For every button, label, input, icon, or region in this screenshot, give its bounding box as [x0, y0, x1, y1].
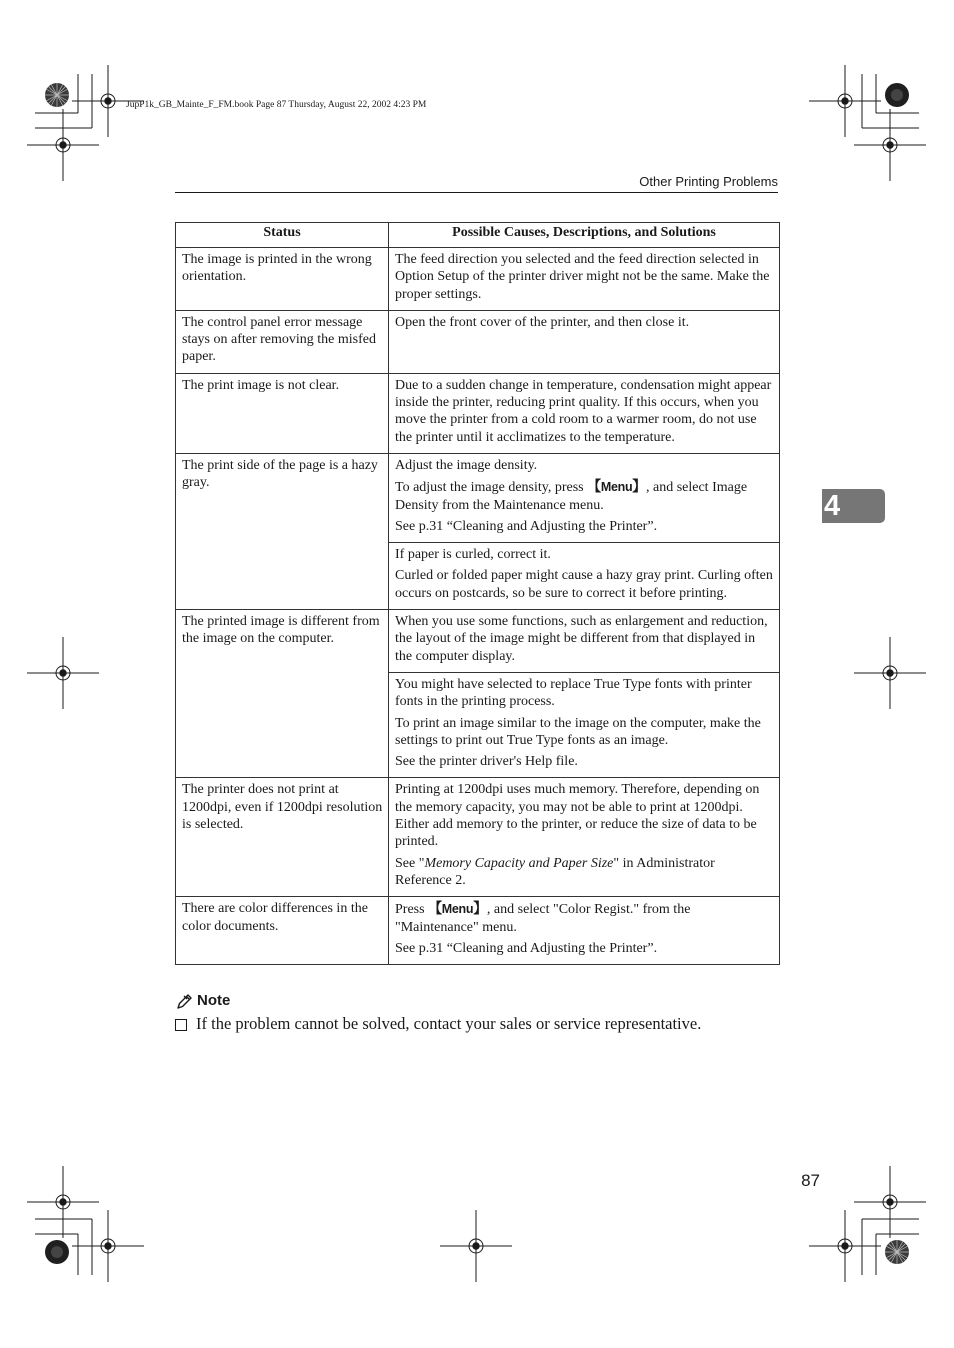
solution-cell [389, 310, 780, 373]
solution-paragraph: When you use some functions, such as enlargement and reduction, the layout of the image might be different from that displayed in the computer display. [395, 614, 768, 664]
status-cell: The printed image is different from the image on the computer. [176, 610, 389, 778]
solution-paragraph: See p.31 “Cleaning and Adjusting the Printer”. [395, 518, 658, 534]
table-row [176, 778, 780, 897]
solution-paragraph: Curled or folded paper might cause a hazy gray print. Curling often occurs on postcards, so be sure to correct it before printing. [395, 568, 773, 601]
solution-cell [389, 610, 780, 673]
troubleshooting-table [175, 222, 780, 965]
solution-paragraph: To adjust the image density, press 【Menu】, and select Image Density from the Maintenance menu. [395, 478, 748, 513]
solution-paragraph: See p.31 “Cleaning and Adjusting the Printer”. [395, 940, 658, 956]
solution-paragraph: Press 【Menu】, and select "Color Regist." from the "Maintenance" menu. [395, 900, 691, 935]
pencil-icon [175, 993, 195, 1009]
chapter-tab [822, 489, 885, 523]
solution-paragraph: The feed direction you selected and the feed direction selected in Option Setup of the printer driver might not be the same. Make the proper settings. [395, 252, 770, 302]
note-title: Note [197, 992, 231, 1009]
causes-column-header: Possible Causes, Descriptions, and Solutions [389, 223, 780, 248]
status-cell: The print side of the page is a hazy gray. [176, 453, 389, 609]
status-cell: The control panel error message stays on after removing the misfed paper. [176, 310, 389, 373]
solution-cell [389, 453, 780, 542]
table-row [176, 310, 780, 373]
solution-cell [389, 897, 780, 965]
solution-paragraph: You might have selected to replace True Type fonts with printer fonts in the printing process. [395, 676, 752, 710]
reference-title: Memory Capacity and Paper Size [424, 855, 614, 871]
solution-paragraph: See "Memory Capacity and Paper Size" in Administrator Reference 2. [395, 855, 715, 888]
solution-paragraph: If paper is curled, correct it. [395, 547, 551, 563]
status-cell: There are color differences in the color documents. [176, 897, 389, 965]
solution-paragraph: To print an image similar to the image on the computer, make the settings to print out True Type fonts as an image. [395, 715, 761, 748]
status-cell: The print image is not clear. [176, 373, 389, 453]
checkbox-bullet-icon [175, 1019, 187, 1031]
table-row [176, 453, 780, 542]
page-number: 87 [801, 1171, 820, 1190]
table-row [176, 610, 780, 673]
solution-paragraph: Adjust the image density. [395, 457, 538, 473]
status-cell: The printer does not print at 1200dpi, even if 1200dpi resolution is selected. [176, 778, 389, 897]
solution-paragraph: Open the front cover of the printer, and then close it. [395, 314, 690, 330]
note-heading [175, 992, 230, 1009]
running-head: Other Printing Problems [639, 174, 778, 189]
solution-cell [389, 373, 780, 453]
note-text: If the problem cannot be solved, contact your sales or service representative. [196, 1014, 702, 1033]
table-row [176, 373, 780, 453]
chapter-number: 4 [824, 490, 841, 522]
solution-paragraph: Printing at 1200dpi uses much memory. Therefore, depending on the memory capacity, you may not be able to print at 1200dpi. Either add memory to the printer, or reduce the size of data to be printed. [395, 782, 760, 850]
table-row [176, 248, 780, 311]
header-rule [175, 192, 778, 193]
solution-paragraph: See the printer driver's Help file. [395, 754, 578, 770]
file-info: JupP1k_GB_Mainte_F_FM.book Page 87 Thursday, August 22, 2002 4:23 PM [126, 100, 427, 110]
note-item [175, 1014, 785, 1034]
solution-cell [389, 778, 780, 897]
menu-key-label: 【Menu】 [428, 900, 487, 917]
table-row [176, 897, 780, 965]
solution-cell [389, 543, 780, 610]
table-header-row [176, 223, 780, 248]
solution-cell [389, 248, 780, 311]
menu-key-label: 【Menu】 [587, 478, 646, 495]
status-column-header: Status [176, 223, 389, 248]
solution-paragraph: Due to a sudden change in temperature, condensation might appear inside the printer, reducing print quality. If this occurs, when you move the printer from a cold room to a warmer room, do not use the printer until it acclimatizes to the temperature. [395, 377, 772, 445]
solution-cell [389, 672, 780, 777]
status-cell: The image is printed in the wrong orientation. [176, 248, 389, 311]
